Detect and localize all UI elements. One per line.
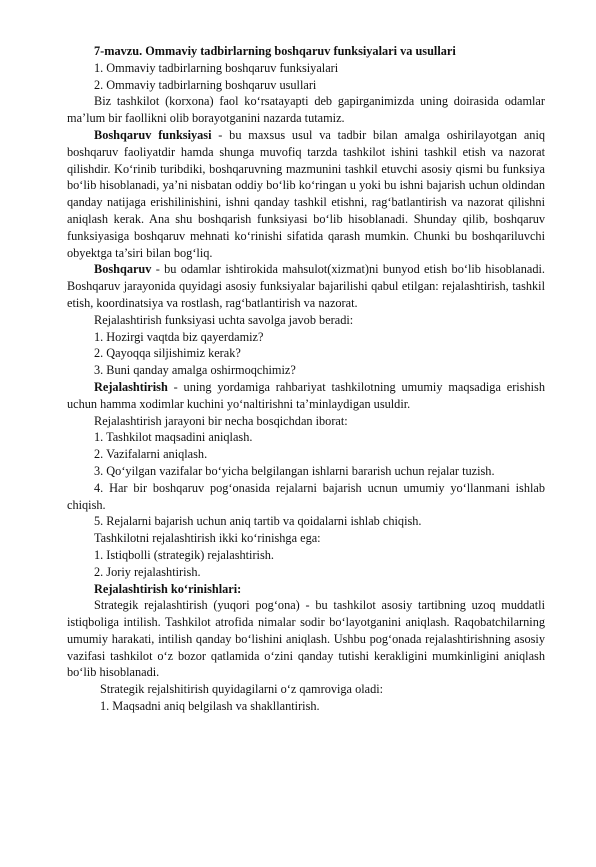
strategic-scope-item: 1. Maqsadni aniq belgilash va shakllantirish.: [100, 699, 320, 714]
outline-item: 2. Ommaviy tadbirlarning boshqaruv usullari: [94, 77, 317, 92]
stages-intro: Rejalashtirish jarayoni bir necha bosqichdan iborat:: [94, 413, 348, 428]
types-intro: Tashkilotni rejalashtirish ikki ko‘rinishga ega:: [94, 531, 321, 546]
planning-definition-paragraph: [67, 379, 545, 413]
outline-item: 1. Ommaviy tadbirlarning boshqaruv funksiyalari: [94, 60, 339, 75]
strategic-planning-paragraph: Strategik rejalashtirish (yuqori pog‘ona) - bu tashkilot asosiy tartibning uzoq muddatli istiqboliga intilish. Tashkilot atrofida nimalar sodir bo‘layotganini aniqlash. Raqobatchilarning umumiy harakati, intilish qanday bo‘lishini aniqlash. Ushbu pog‘onada rejalashtirishning asosiy vazifasi tashkilot o‘z bozor qatlamida o‘zini qanday tutishi kerakligini mumkinligini aniqlash bo‘lib hisoblanadi.: [67, 598, 545, 680]
planning-term: Rejalashtirish: [94, 379, 168, 394]
stage-item: 3. Qo‘yilgan vazifalar bo‘yicha belgilangan ishlarni bararish uchun rejalar tuzish.: [94, 463, 495, 478]
planning-questions-intro: Rejalashtirish funksiyasi uchta savolga javob beradi:: [94, 312, 354, 327]
stage-item: 4. Har bir boshqaruv pog‘onasida rejalarni bajarish ucnun umumiy yo‘llanmani ishlab chiqish.: [67, 480, 545, 512]
type-item: 1. Istiqbolli (strategik) rejalashtirish.: [94, 547, 274, 562]
document-page: [67, 43, 545, 715]
intro-paragraph: Biz tashkilot (korxona) faol ko‘rsatayapti deb gapirganimizda uning doirasida odamlar ma’lum bir faollikni olib borayotganini nazarda tutamiz.: [67, 94, 545, 126]
section-heading: Rejalashtirish ko‘rinishlari:: [94, 581, 242, 596]
management-definition-text: - bu odamlar ishtirokida mahsulot(xizmat)ni bunyod etish bo‘lib hisoblanadi. Boshqaruv jarayonida quyidagi asosiy funksiyalar bajarilishi qabul etilgan: rejalashtirish, tashkil etish, koordinatsiya va rostlash, rag‘batlantirish va nazorat.: [67, 262, 545, 310]
stage-item: 2. Vazifalarni aniqlash.: [94, 447, 208, 462]
strategic-scope-intro: Strategik rejalshitirish quyidagilarni o‘z qamroviga oladi:: [100, 682, 384, 697]
planning-question: 1. Hozirgi vaqtda biz qayerdamiz?: [94, 329, 264, 344]
management-term: Boshqaruv: [94, 262, 152, 277]
stage-item: 1. Tashkilot maqsadini aniqlash.: [94, 430, 253, 445]
planning-definition-text: - uning yordamiga rahbariyat tashkilotning umumiy maqsadiga erishish uchun hamma xodimlar kuchini yo‘naltirishni ta’minlaydigan usuldir.: [67, 379, 545, 411]
type-item: 2. Joriy rejalashtirish.: [94, 564, 201, 579]
planning-question: 3. Buni qanday amalga oshirmoqchimiz?: [94, 363, 296, 378]
function-definition-paragraph: [67, 127, 545, 261]
page-title: 7-mavzu. Ommaviy tadbirlarning boshqaruv funksiyalari va usullari: [94, 44, 456, 58]
stage-item: 5. Rejalarni bajarish uchun aniq tartib va qoidalarni ishlab chiqish.: [94, 514, 422, 529]
planning-question: 2. Qayoqqa siljishimiz kerak?: [94, 346, 241, 361]
function-definition-text: - bu maxsus usul va tadbir bilan amalga oshirilayotgan aniq boshqaruv faoliyatdir hamda shunga muvofiq tarzda tashkilot ishini tashkil etish va nazorat qilishdir. Ko‘rinib turibdiki, boshqaruvning mazmunini tashkil etuvchi asosiy qismi bu funksiya bo‘lib hisoblanadi, ya’ni nisbatan oddiy bo‘lib ko‘ringan u yoki bu ishni bajarish uchun oldindan qanday natijaga erishilinishini, ishni qanday tashkil etishni, rag‘batlantirish va nazorat qilishni aniqlash kerak. Ana shu boshqarish funksiyasi bo‘lib hisoblanadi. Shunday qilib, boshqaruv funksiyasiga boshqaruv mehnati ko‘rinishi sifatida qarash mumkin. Chunki bu boshqariluvchi obyektga ta’siri bilan bog‘liq.: [67, 127, 546, 260]
function-term: Boshqaruv funksiyasi: [94, 127, 212, 142]
management-definition-paragraph: [67, 261, 545, 311]
